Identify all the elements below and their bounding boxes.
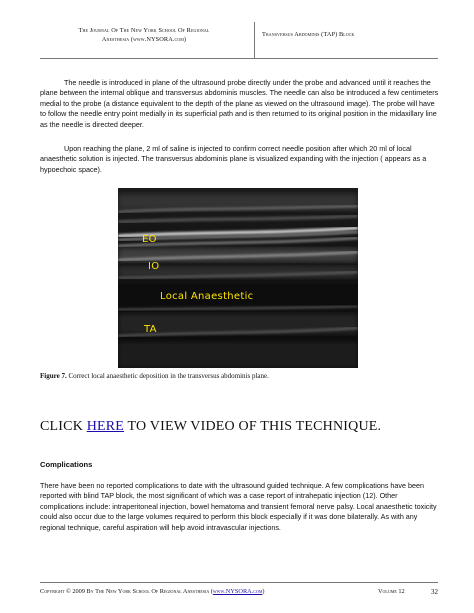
label-ta: TA [144, 324, 157, 335]
label-local-anaesthetic: Local Anaesthetic [160, 291, 254, 302]
video-link-line [40, 419, 381, 435]
label-eo: EO [142, 234, 157, 245]
page-footer [40, 582, 438, 597]
copyright-suffix: ) [262, 588, 265, 595]
video-link-suffix: TO VIEW VIDEO OF THIS TECHNIQUE. [124, 419, 382, 434]
journal-name-line2: Anesthesia (www.NYSORA.com) [101, 36, 187, 43]
body-paragraph-2 [40, 144, 440, 175]
copyright [40, 588, 265, 595]
body-paragraph-2-text: Upon reaching the plane, 2 ml of saline is injected to confirm correct needle position after which 20 ml of local anaesthetic solution is injected. The transversus abdominis plane is visualized expanding with the injection ( appears as a hypoechoic space). [40, 144, 427, 174]
copyright-prefix: Copyright © 2009 By The New York School Of Regional Anesthesia ( [40, 588, 213, 595]
figure-caption-text: Correct local anaesthetic deposition in the transversus abdominis plane. [68, 372, 269, 380]
ultrasound-image [118, 188, 358, 368]
video-here-link[interactable]: HERE [86, 419, 125, 434]
figure-caption [40, 372, 269, 380]
page-header [40, 22, 438, 59]
section-title: Transversus Abdominis (TAP) Block [262, 31, 355, 38]
journal-name-line1: The Journal Of The New York School Of Regional [78, 27, 210, 34]
label-io: IO [148, 261, 160, 272]
complications-heading: Complications [40, 460, 93, 469]
complications-paragraph: There have been no reported complications to date with the ultrasound guided technique. A few complications have been reported with blind TAP block, the most significant of which was a case report of intrahepatic injection (12). Other complications include: intraperitoneal injection, bowel hematoma and transient femoral nerve palsy. Local anaesthetic toxicity could also occur due to the large volumes required to perform this block especially if it was done bilaterally. As with any regional technique, careful aspiration will help avoid intravascular injections. [40, 481, 437, 532]
body-paragraph-1 [40, 78, 440, 130]
page-number: 32 [431, 588, 438, 596]
journal-name [40, 26, 248, 44]
header-divider [254, 22, 255, 58]
body-paragraph-1-text: The needle is introduced in plane of the ultrasound probe directly under the probe and advanced until it reaches the plane between the internal oblique and transversus abdominis muscles. The needle can also be introduced a few centimeters medial to the probe (a distance equivalent to the depth of the plane as viewed on the ultrasound image). The probe will have to follow the needle entry point medially in its superficial path and is then returned to its original position in the midaxillary line as the needle is directed deeper. [40, 78, 439, 129]
figure-caption-label: Figure 7. [40, 372, 67, 380]
volume-number: Volume 12 [378, 588, 405, 595]
video-link-prefix: CLICK [40, 419, 87, 434]
ultrasound-scan [118, 188, 358, 368]
nysora-link[interactable]: www.NYSORA.com [212, 588, 263, 595]
